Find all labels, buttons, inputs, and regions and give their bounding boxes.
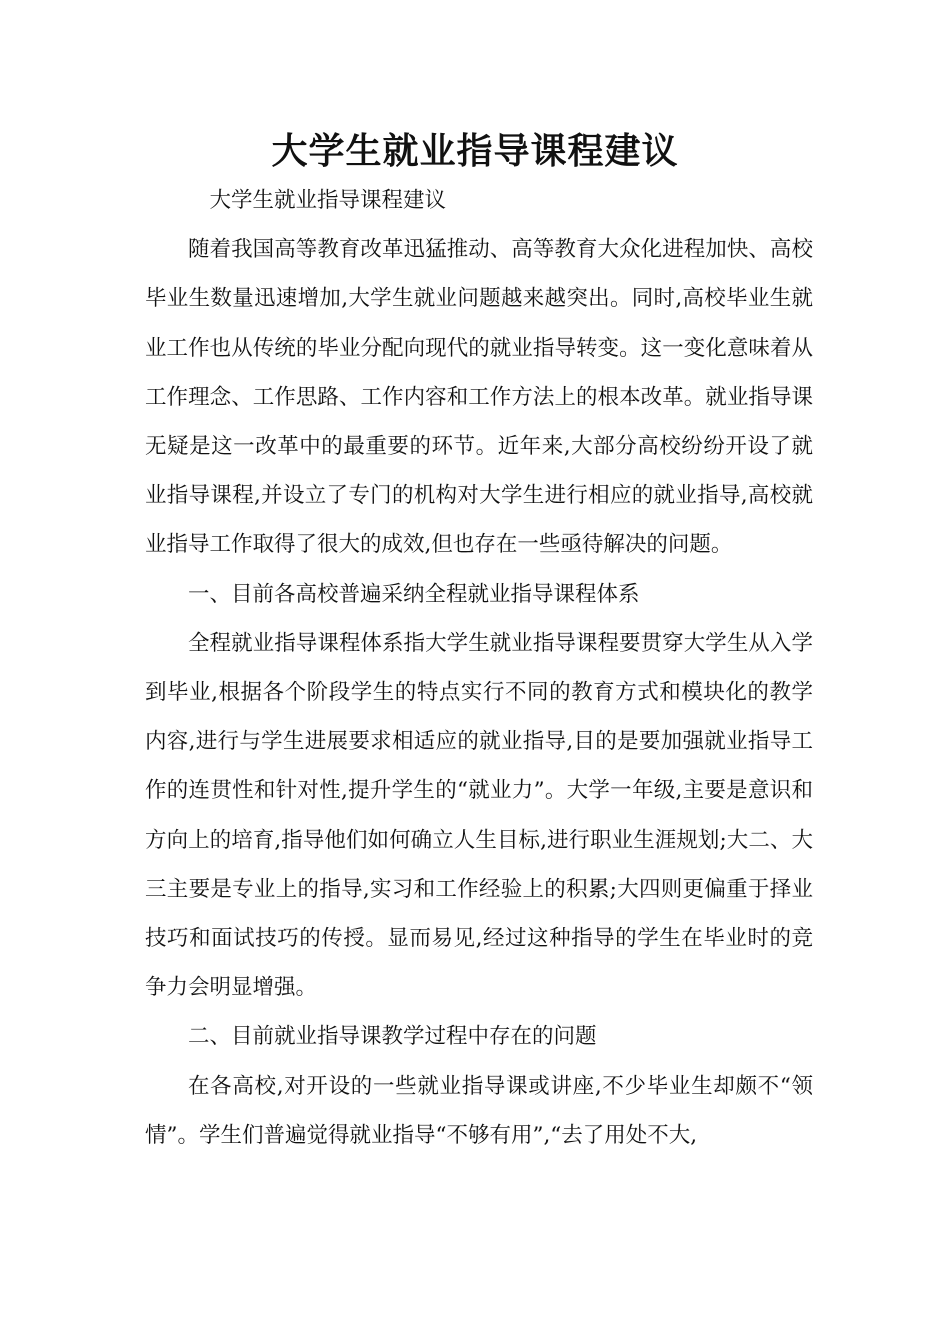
section-heading-1: 一、目前各高校普遍采纳全程就业指导课程体系 <box>188 581 640 607</box>
document-body <box>145 176 813 1160</box>
paragraph-section-2: 在各高校,对开设的一些就业指导课或讲座,不少毕业生却颇不“领情”。学生们普遍觉得就业指导“不够有用”,“去了用处不大, <box>145 1073 813 1148</box>
paragraph-section-1: 全程就业指导课程体系指大学生就业指导课程要贯穿大学生从入学到毕业,根据各个阶段学生的特点实行不同的教育方式和模块化的教学内容,进行与学生进展要求相适应的就业指导,目的是要加强就业指导工作的连贯性和针对性,提升学生的“就业力”。大学一年级,主要是意识和方向上的培育,指导他们如何确立人生目标,进行职业生涯规划;大二、大三主要是专业上的指导,实习和工作经验上的积累;大四则更偏重于择业技巧和面试技巧的传授。显而易见,经过这种指导的学生在毕业时的竞争力会明显增强。 <box>145 630 813 1001</box>
document-title: 大学生就业指导课程建议 <box>271 131 679 172</box>
section-heading-2: 二、目前就业指导课教学过程中存在的问题 <box>188 1024 597 1050</box>
paragraph-intro: 随着我国高等教育改革迅猛推动、高等教育大众化进程加快、高校毕业生数量迅速增加,大学生就业问题越来越突出。同时,高校毕业生就业工作也从传统的毕业分配向现代的就业指导转变。这一变化意味着从工作理念、工作思路、工作内容和工作方法上的根本改革。就业指导课无疑是这一改革中的最重要的环节。近年来,大部分高校纷纷开设了就业指导课程,并设立了专门的机构对大学生进行相应的就业指导,高校就业指导工作取得了很大的成效,但也存在一些亟待解决的问题。 <box>145 237 813 558</box>
document-subtitle: 大学生就业指导课程建议 <box>209 188 447 213</box>
